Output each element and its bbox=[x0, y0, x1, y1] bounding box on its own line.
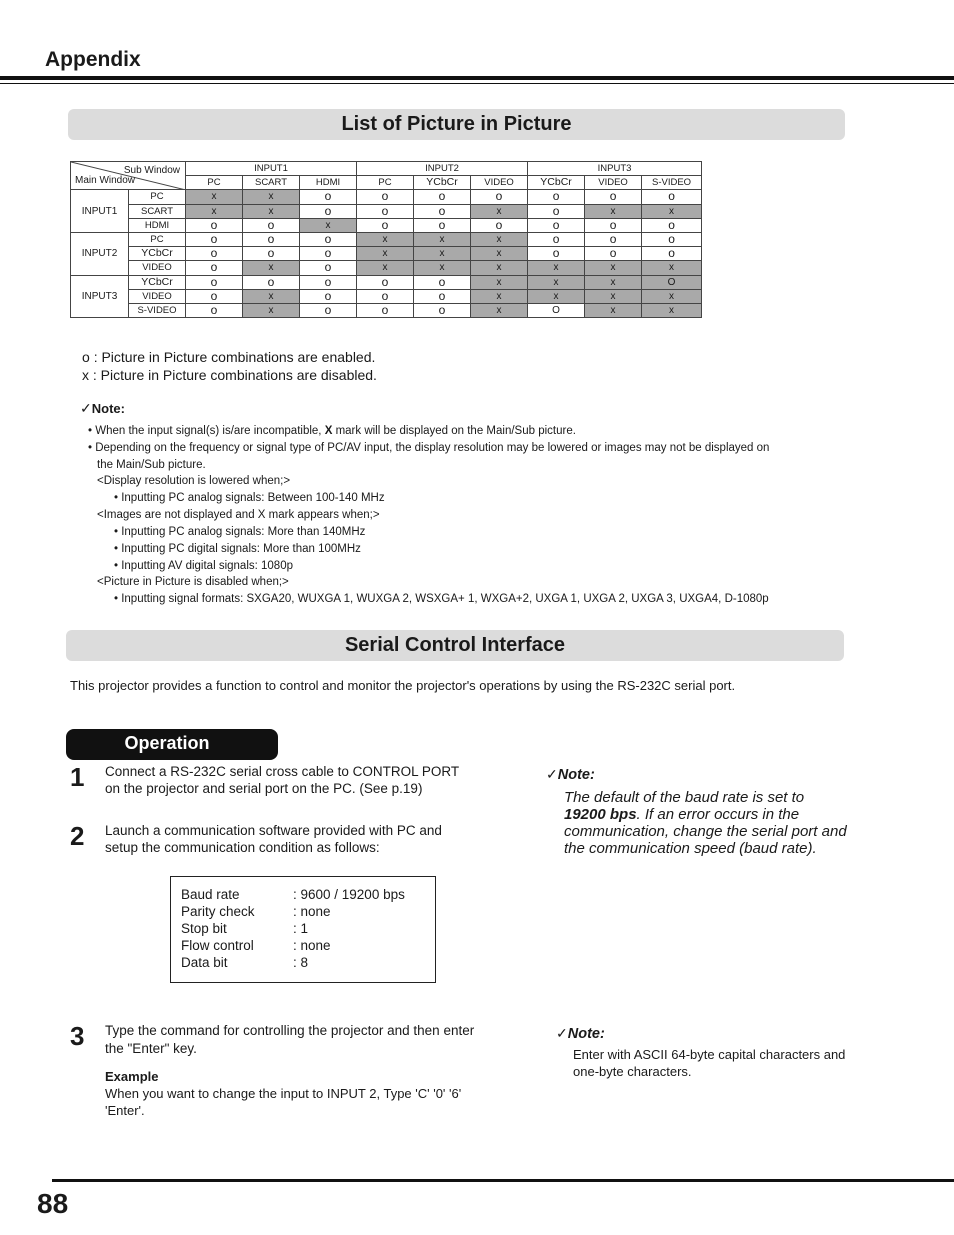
legend-text: : Picture in Picture combinations are disabled. bbox=[92, 367, 377, 383]
row-group-label: INPUT2 bbox=[71, 232, 129, 275]
table-cell: x bbox=[414, 247, 471, 261]
step-number: 2 bbox=[70, 821, 85, 851]
table-cell: o bbox=[243, 275, 300, 289]
table-cell: o bbox=[186, 261, 243, 275]
table-row bbox=[71, 289, 702, 303]
table-cell: o bbox=[414, 218, 471, 232]
table-cell: o bbox=[300, 204, 357, 218]
table-cell: o bbox=[186, 218, 243, 232]
main-window-label: Main Window bbox=[75, 175, 136, 187]
pip-table bbox=[70, 161, 702, 318]
table-cell: o bbox=[528, 204, 585, 218]
row-label: SCART bbox=[129, 204, 186, 218]
table-cell: x bbox=[585, 303, 642, 317]
row-label: HDMI bbox=[129, 218, 186, 232]
ascii-note-text: Enter with ASCII 64-byte capital characters and one-byte characters. bbox=[573, 1047, 846, 1079]
pip-note-subhead-1: <Display resolution is lowered when;> bbox=[97, 475, 291, 487]
table-cell: o bbox=[357, 204, 414, 218]
checkmark-icon: ✓ bbox=[546, 766, 558, 782]
table-cell: x bbox=[585, 289, 642, 303]
table-cell: o bbox=[300, 275, 357, 289]
example-block: Example When you want to change the input to INPUT 2, Type 'C' '0' '6' 'Enter'. bbox=[105, 1069, 462, 1118]
table-cell: o bbox=[585, 232, 642, 246]
table-cell: o bbox=[300, 232, 357, 246]
table-cell: o bbox=[585, 247, 642, 261]
table-cell: o bbox=[300, 247, 357, 261]
col-header: VIDEO bbox=[585, 176, 642, 190]
table-cell: o bbox=[357, 190, 414, 204]
sub-window-label: Sub Window bbox=[123, 165, 180, 176]
table-cell: o bbox=[528, 190, 585, 204]
table-cell: o bbox=[186, 303, 243, 317]
table-cell: x bbox=[471, 289, 528, 303]
ascii-note-heading: ✓Note: bbox=[556, 1025, 605, 1042]
table-cell: o bbox=[414, 275, 471, 289]
table-cell: o bbox=[243, 247, 300, 261]
table-cell: x bbox=[471, 275, 528, 289]
footer-rule bbox=[52, 1179, 954, 1182]
legend-symbol: x bbox=[82, 367, 89, 383]
table-cell: o bbox=[300, 289, 357, 303]
table-cell: o bbox=[414, 303, 471, 317]
row-label: VIDEO bbox=[129, 289, 186, 303]
checkmark-icon: ✓ bbox=[556, 1025, 568, 1041]
table-cell: o bbox=[528, 232, 585, 246]
table-cell: o bbox=[300, 261, 357, 275]
table-cell: x bbox=[414, 232, 471, 246]
table-cell: x bbox=[357, 247, 414, 261]
table-row bbox=[71, 218, 702, 232]
table-cell: x bbox=[528, 261, 585, 275]
legend-text: : Picture in Picture combinations are enabled. bbox=[93, 349, 376, 365]
row-group-label: INPUT3 bbox=[71, 275, 129, 318]
table-cell: O bbox=[528, 303, 585, 317]
pip-note-bullet-2: • Depending on the frequency or signal type of PC/AV input, the display resolution may be lowered or images may not be displayed on bbox=[88, 442, 770, 454]
col-header: S-VIDEO bbox=[642, 176, 702, 190]
table-cell: o bbox=[186, 247, 243, 261]
col-header: PC bbox=[357, 176, 414, 190]
col-header: VIDEO bbox=[471, 176, 528, 190]
pip-note-subhead-2: <Images are not displayed and X mark appears when;> bbox=[97, 509, 380, 521]
step-number: 1 bbox=[70, 762, 85, 792]
table-cell: o bbox=[528, 218, 585, 232]
table-cell: o bbox=[642, 247, 702, 261]
comm-settings-box: Baud rate : 9600 / 19200 bps Parity check : none Stop bit : 1 Flow control : none Data bit : 8 bbox=[170, 876, 436, 983]
table-cell: x bbox=[528, 289, 585, 303]
table-cell: x bbox=[243, 261, 300, 275]
table-cell: o bbox=[414, 289, 471, 303]
table-row bbox=[71, 275, 702, 289]
pip-note-item: • Inputting PC digital signals: More than 100MHz bbox=[114, 543, 361, 555]
table-cell: o bbox=[585, 218, 642, 232]
row-group-label: INPUT1 bbox=[71, 190, 129, 233]
legend-symbol: o bbox=[82, 349, 90, 365]
table-cell: o bbox=[300, 190, 357, 204]
table-cell: o bbox=[186, 275, 243, 289]
table-cell: x bbox=[585, 275, 642, 289]
table-cell: x bbox=[243, 190, 300, 204]
page-header-title: Appendix bbox=[45, 48, 141, 71]
col-header: PC bbox=[186, 176, 243, 190]
table-cell: o bbox=[414, 190, 471, 204]
col-header: HDMI bbox=[300, 176, 357, 190]
header-rule-thin bbox=[0, 83, 954, 84]
pip-section-title: List of Picture in Picture bbox=[68, 109, 845, 140]
row-label: PC bbox=[129, 232, 186, 246]
legend-enabled bbox=[82, 349, 375, 365]
pip-note-bullet-1: • When the input signal(s) is/are incompatible, X mark will be displayed on the Main/Sub picture. bbox=[88, 425, 576, 437]
pip-note-item: • Inputting PC analog signals: More than 140MHz bbox=[114, 526, 366, 538]
pip-note-item: • Inputting PC analog signals: Between 100-140 MHz bbox=[114, 492, 385, 504]
table-cell: o bbox=[585, 190, 642, 204]
table-cell: x bbox=[471, 232, 528, 246]
pip-note-item: • Inputting signal formats: SXGA20, WUXGA 1, WUXGA 2, WSXGA+ 1, WXGA+2, UXGA 1, UXGA 2, UXGA 3, UXGA4, D-1080p bbox=[114, 593, 769, 605]
baud-note-text: The default of the baud rate is set to 19200 bps. If an error occurs in the communication, change the serial port and the communication speed (baud rate). bbox=[564, 789, 847, 857]
row-label: VIDEO bbox=[129, 261, 186, 275]
step-number: 3 bbox=[70, 1021, 85, 1051]
step-2-text: Launch a communication software provided with PC and setup the communication condition as follows: bbox=[105, 823, 442, 855]
table-cell: o bbox=[186, 232, 243, 246]
row-label: YCbCr bbox=[129, 275, 186, 289]
table-cell: o bbox=[357, 289, 414, 303]
col-header: YCbCr bbox=[414, 176, 471, 190]
table-cell: x bbox=[243, 289, 300, 303]
table-cell: x bbox=[414, 261, 471, 275]
col-group-input1: INPUT1 bbox=[186, 162, 357, 176]
example-label: Example bbox=[105, 1069, 159, 1084]
table-cell: o bbox=[471, 218, 528, 232]
table-cell: x bbox=[528, 275, 585, 289]
table-cell: x bbox=[471, 303, 528, 317]
table-cell: o bbox=[357, 275, 414, 289]
table-row bbox=[71, 261, 702, 275]
row-label: S-VIDEO bbox=[129, 303, 186, 317]
table-cell: o bbox=[243, 232, 300, 246]
table-cell: x bbox=[243, 303, 300, 317]
row-label: PC bbox=[129, 190, 186, 204]
table-cell: x bbox=[642, 289, 702, 303]
table-cell: x bbox=[471, 261, 528, 275]
pip-note-bullet-2-cont: the Main/Sub picture. bbox=[97, 459, 206, 471]
table-corner-cell bbox=[71, 162, 186, 190]
checkmark-icon: ✓ bbox=[80, 400, 92, 416]
table-cell: o bbox=[471, 190, 528, 204]
table-cell: x bbox=[300, 218, 357, 232]
col-header: YCbCr bbox=[528, 176, 585, 190]
step-1-text: Connect a RS-232C serial cross cable to CONTROL PORT on the projector and serial port on the PC. (See p.19) bbox=[105, 764, 460, 796]
table-cell: x bbox=[642, 261, 702, 275]
baud-note-heading: ✓Note: bbox=[546, 766, 595, 783]
table-cell: x bbox=[243, 204, 300, 218]
serial-section-title: Serial Control Interface bbox=[66, 630, 844, 661]
table-row bbox=[71, 232, 702, 246]
table-cell: x bbox=[186, 190, 243, 204]
serial-intro: This projector provides a function to control and monitor the projector's operations by using the RS-232C serial port. bbox=[70, 678, 736, 693]
table-row bbox=[71, 247, 702, 261]
pip-note-item: • Inputting AV digital signals: 1080p bbox=[114, 560, 293, 572]
table-cell: O bbox=[642, 275, 702, 289]
table-cell: x bbox=[471, 247, 528, 261]
table-cell: x bbox=[585, 204, 642, 218]
table-cell: o bbox=[642, 190, 702, 204]
col-group-input2: INPUT2 bbox=[357, 162, 528, 176]
pip-note-heading: ✓Note: bbox=[80, 400, 125, 416]
step-3-text: Type the command for controlling the projector and then enter the "Enter" key. bbox=[105, 1023, 475, 1056]
table-cell: o bbox=[300, 303, 357, 317]
table-cell: o bbox=[357, 303, 414, 317]
row-label: YCbCr bbox=[129, 247, 186, 261]
table-cell: o bbox=[357, 218, 414, 232]
table-cell: x bbox=[186, 204, 243, 218]
table-cell: o bbox=[243, 218, 300, 232]
header-rule bbox=[0, 76, 954, 80]
table-row bbox=[71, 190, 702, 204]
table-cell: x bbox=[471, 204, 528, 218]
page-number: 88 bbox=[37, 1188, 69, 1219]
operation-label: Operation bbox=[66, 729, 278, 760]
table-row bbox=[71, 303, 702, 317]
legend-disabled bbox=[82, 367, 377, 383]
col-header: SCART bbox=[243, 176, 300, 190]
table-cell: o bbox=[642, 232, 702, 246]
table-cell: o bbox=[186, 289, 243, 303]
table-cell: x bbox=[642, 303, 702, 317]
table-cell: o bbox=[528, 247, 585, 261]
table-cell: o bbox=[414, 204, 471, 218]
table-cell: x bbox=[357, 232, 414, 246]
table-cell: o bbox=[642, 218, 702, 232]
table-cell: x bbox=[642, 204, 702, 218]
table-cell: x bbox=[357, 261, 414, 275]
col-group-input3: INPUT3 bbox=[528, 162, 702, 176]
table-row bbox=[71, 204, 702, 218]
pip-note-subhead-3: <Picture in Picture is disabled when;> bbox=[97, 576, 289, 588]
table-cell: x bbox=[585, 261, 642, 275]
